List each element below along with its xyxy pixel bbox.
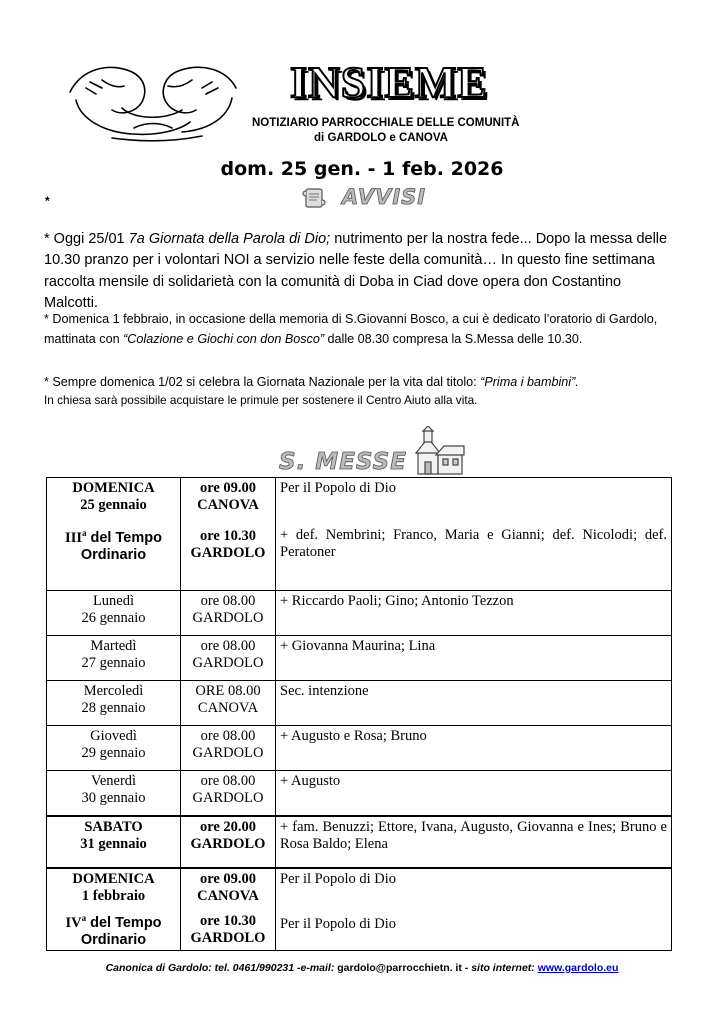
- day-cell: [47, 591, 181, 636]
- day-cell: [47, 478, 181, 591]
- mass-time: ore 08.00: [200, 773, 256, 789]
- time-cell: [181, 478, 276, 591]
- day-date: 29 gennaio: [81, 745, 146, 761]
- intention-cell: [276, 591, 672, 636]
- intention-cell: [276, 726, 672, 771]
- mass-time: ore 09.00: [199, 480, 257, 496]
- mass-intention: Per il Popolo di Dio: [280, 480, 397, 496]
- notice-2-italic: “Colazione e Giochi con don Bosco”: [123, 331, 325, 346]
- mass-time: ORE 08.00: [195, 683, 261, 699]
- mass-time: ore 08.00: [200, 593, 256, 609]
- day-cell: [47, 726, 181, 771]
- mass-intention: Per il Popolo di Dio: [280, 871, 397, 887]
- mass-time: ore 08.00: [200, 638, 256, 654]
- mass-time: ore 10.30: [199, 528, 257, 544]
- table-row: [47, 591, 672, 636]
- mass-place: GARDOLO: [192, 610, 264, 626]
- mass-schedule-table: [46, 477, 672, 951]
- day-date: 25 gennaio: [80, 497, 147, 513]
- messe-heading: S. MESSE: [279, 449, 407, 475]
- day-date: 1 febbraio: [81, 888, 146, 904]
- day-cell: [47, 816, 181, 868]
- mass-time: ore 20.00: [199, 819, 257, 835]
- day-cell: [47, 771, 181, 817]
- day-name: DOMENICA: [72, 480, 155, 496]
- liturgical-season: Ordinario: [80, 931, 147, 948]
- mass-intention: + Augusto: [280, 773, 341, 789]
- mass-intention: + Augusto e Rosa; Bruno: [280, 728, 427, 744]
- intention-cell: [276, 681, 672, 726]
- notice-1-text-start: * Oggi 25/01: [44, 231, 129, 247]
- table-row: [47, 868, 672, 950]
- intention-cell: [276, 868, 672, 950]
- liturgical-season: Ordinario: [80, 546, 147, 563]
- intention-cell: [276, 478, 672, 591]
- mass-place: GARDOLO: [192, 790, 264, 806]
- day-cell: [47, 868, 181, 950]
- notice-3-italic: “Prima i bambini”.: [480, 375, 579, 389]
- newsletter-title: INSIEME: [290, 58, 488, 107]
- newsletter-subtitle: NOTIZIARIO PARROCCHIALE DELLE COMUNITÀ: [252, 117, 520, 129]
- notice-paragraph-1: [44, 229, 672, 314]
- mass-intention: + def. Nembrini; Franco, Maria e Gianni; def. Nicolodi; def. Peratoner: [280, 527, 667, 560]
- day-date: 28 gennaio: [81, 700, 146, 716]
- liturgical-week: $IV^a$ del Tempo: [65, 913, 162, 931]
- day-name: Lunedì: [92, 593, 135, 609]
- day-date: 30 gennaio: [81, 790, 146, 806]
- footer-contacts: [0, 962, 724, 974]
- issue-date-range: dom. 25 gen. - 1 feb. 2026: [220, 158, 504, 180]
- day-date: 27 gennaio: [81, 655, 146, 671]
- table-row: [47, 816, 672, 868]
- mass-place: GARDOLO: [190, 930, 266, 946]
- table-row: [47, 726, 672, 771]
- mass-intention: + Riccardo Paoli; Gino; Antonio Tezzon: [280, 593, 514, 609]
- time-cell: [181, 726, 276, 771]
- mass-place: CANOVA: [197, 700, 259, 716]
- notice-1-text-end: nutrimento per la nostra fede... Dopo la messa delle 10.30 pranzo per i volontari NOI a servizio nelle feste della comunità… In questo fine settimana raccolta mensile di solidarietà con la comunità di Doba in Ciad dove opera don Costantino Malcotti.: [44, 231, 668, 311]
- mass-place: GARDOLO: [190, 836, 266, 852]
- mass-place: CANOVA: [197, 888, 259, 904]
- day-date: 31 gennaio: [80, 836, 147, 852]
- time-cell: [181, 868, 276, 950]
- day-name: Martedì: [90, 638, 137, 654]
- intention-cell: [276, 636, 672, 681]
- notice-paragraph-3: [44, 373, 672, 409]
- avvisi-heading: AVVISI: [342, 185, 427, 209]
- subtitle-parishes: GARDOLO e CANOVA: [327, 132, 448, 144]
- mass-place: GARDOLO: [192, 745, 264, 761]
- church-icon: [410, 426, 466, 478]
- asterisk-marker: *: [45, 194, 50, 208]
- mass-time: ore 08.00: [200, 728, 256, 744]
- time-cell: [181, 681, 276, 726]
- table-row: [47, 771, 672, 817]
- time-cell: [181, 771, 276, 817]
- day-name: Venerdì: [90, 773, 137, 789]
- day-cell: [47, 636, 181, 681]
- notice-3-line-2: In chiesa sarà possibile acquistare le primule per sostenere il Centro Aiuto alla vita.: [44, 393, 478, 407]
- table-row: [47, 681, 672, 726]
- day-name: SABATO: [84, 819, 143, 835]
- mass-intention: Per il Popolo di Dio: [280, 916, 397, 932]
- notice-1-italic: 7a Giornata della Parola di Dio;: [128, 231, 331, 247]
- day-date: 26 gennaio: [81, 610, 146, 626]
- mass-intention: + fam. Benuzzi; Ettore, Ivana, Augusto, Giovanna e Ines; Bruno e Rosa Baldo; Elena: [280, 819, 667, 852]
- notice-3-text-start: * Sempre domenica 1/02 si celebra la Giornata Nazionale per la vita dal titolo:: [44, 375, 481, 389]
- subtitle-prefix: di: [314, 132, 325, 144]
- mass-place: GARDOLO: [192, 655, 264, 671]
- mass-time: ore 10.30: [199, 913, 257, 929]
- mass-place: GARDOLO: [190, 545, 266, 561]
- mass-intention: Sec. intenzione: [280, 683, 369, 699]
- table-row: [47, 636, 672, 681]
- time-cell: [181, 636, 276, 681]
- mass-intention: + Giovanna Maurina; Lina: [280, 638, 436, 654]
- scroll-icon: [300, 186, 328, 210]
- intention-cell: [276, 771, 672, 817]
- notice-2-text-start: * Domenica 1 febbraio, in occasione della memoria di S.Giovanni Bosco, a cui è dedicato l’oratorio di Gardolo, mattinata con: [44, 312, 658, 346]
- intention-cell: [276, 816, 672, 868]
- day-name: DOMENICA: [72, 871, 155, 887]
- day-cell: [47, 681, 181, 726]
- footer-phone-text: Canonica di Gardolo: tel. 0461/990231 -e-mail:: [105, 962, 338, 974]
- notice-paragraph-2: [44, 310, 672, 349]
- mass-place: CANOVA: [197, 497, 259, 513]
- notice-2-text-end: dalle 08.30 compresa la S.Messa delle 10.30.: [324, 331, 583, 346]
- time-cell: [181, 591, 276, 636]
- footer-website-link[interactable]: www.gardolo.eu: [537, 962, 619, 974]
- day-name: Giovedì: [90, 728, 137, 744]
- table-row: [47, 478, 672, 591]
- time-cell: [181, 816, 276, 868]
- praying-hands-logo-icon: [62, 58, 244, 142]
- footer-middle-text: - sito internet:: [461, 962, 538, 974]
- mass-time: ore 09.00: [199, 871, 257, 887]
- day-name: Mercoledì: [83, 683, 144, 699]
- liturgical-week: III$^a$ del Tempo: [65, 528, 162, 546]
- footer-email[interactable]: gardolo@parrocchietn. it: [337, 962, 462, 974]
- newsletter-subtitle-parishes: [314, 132, 448, 144]
